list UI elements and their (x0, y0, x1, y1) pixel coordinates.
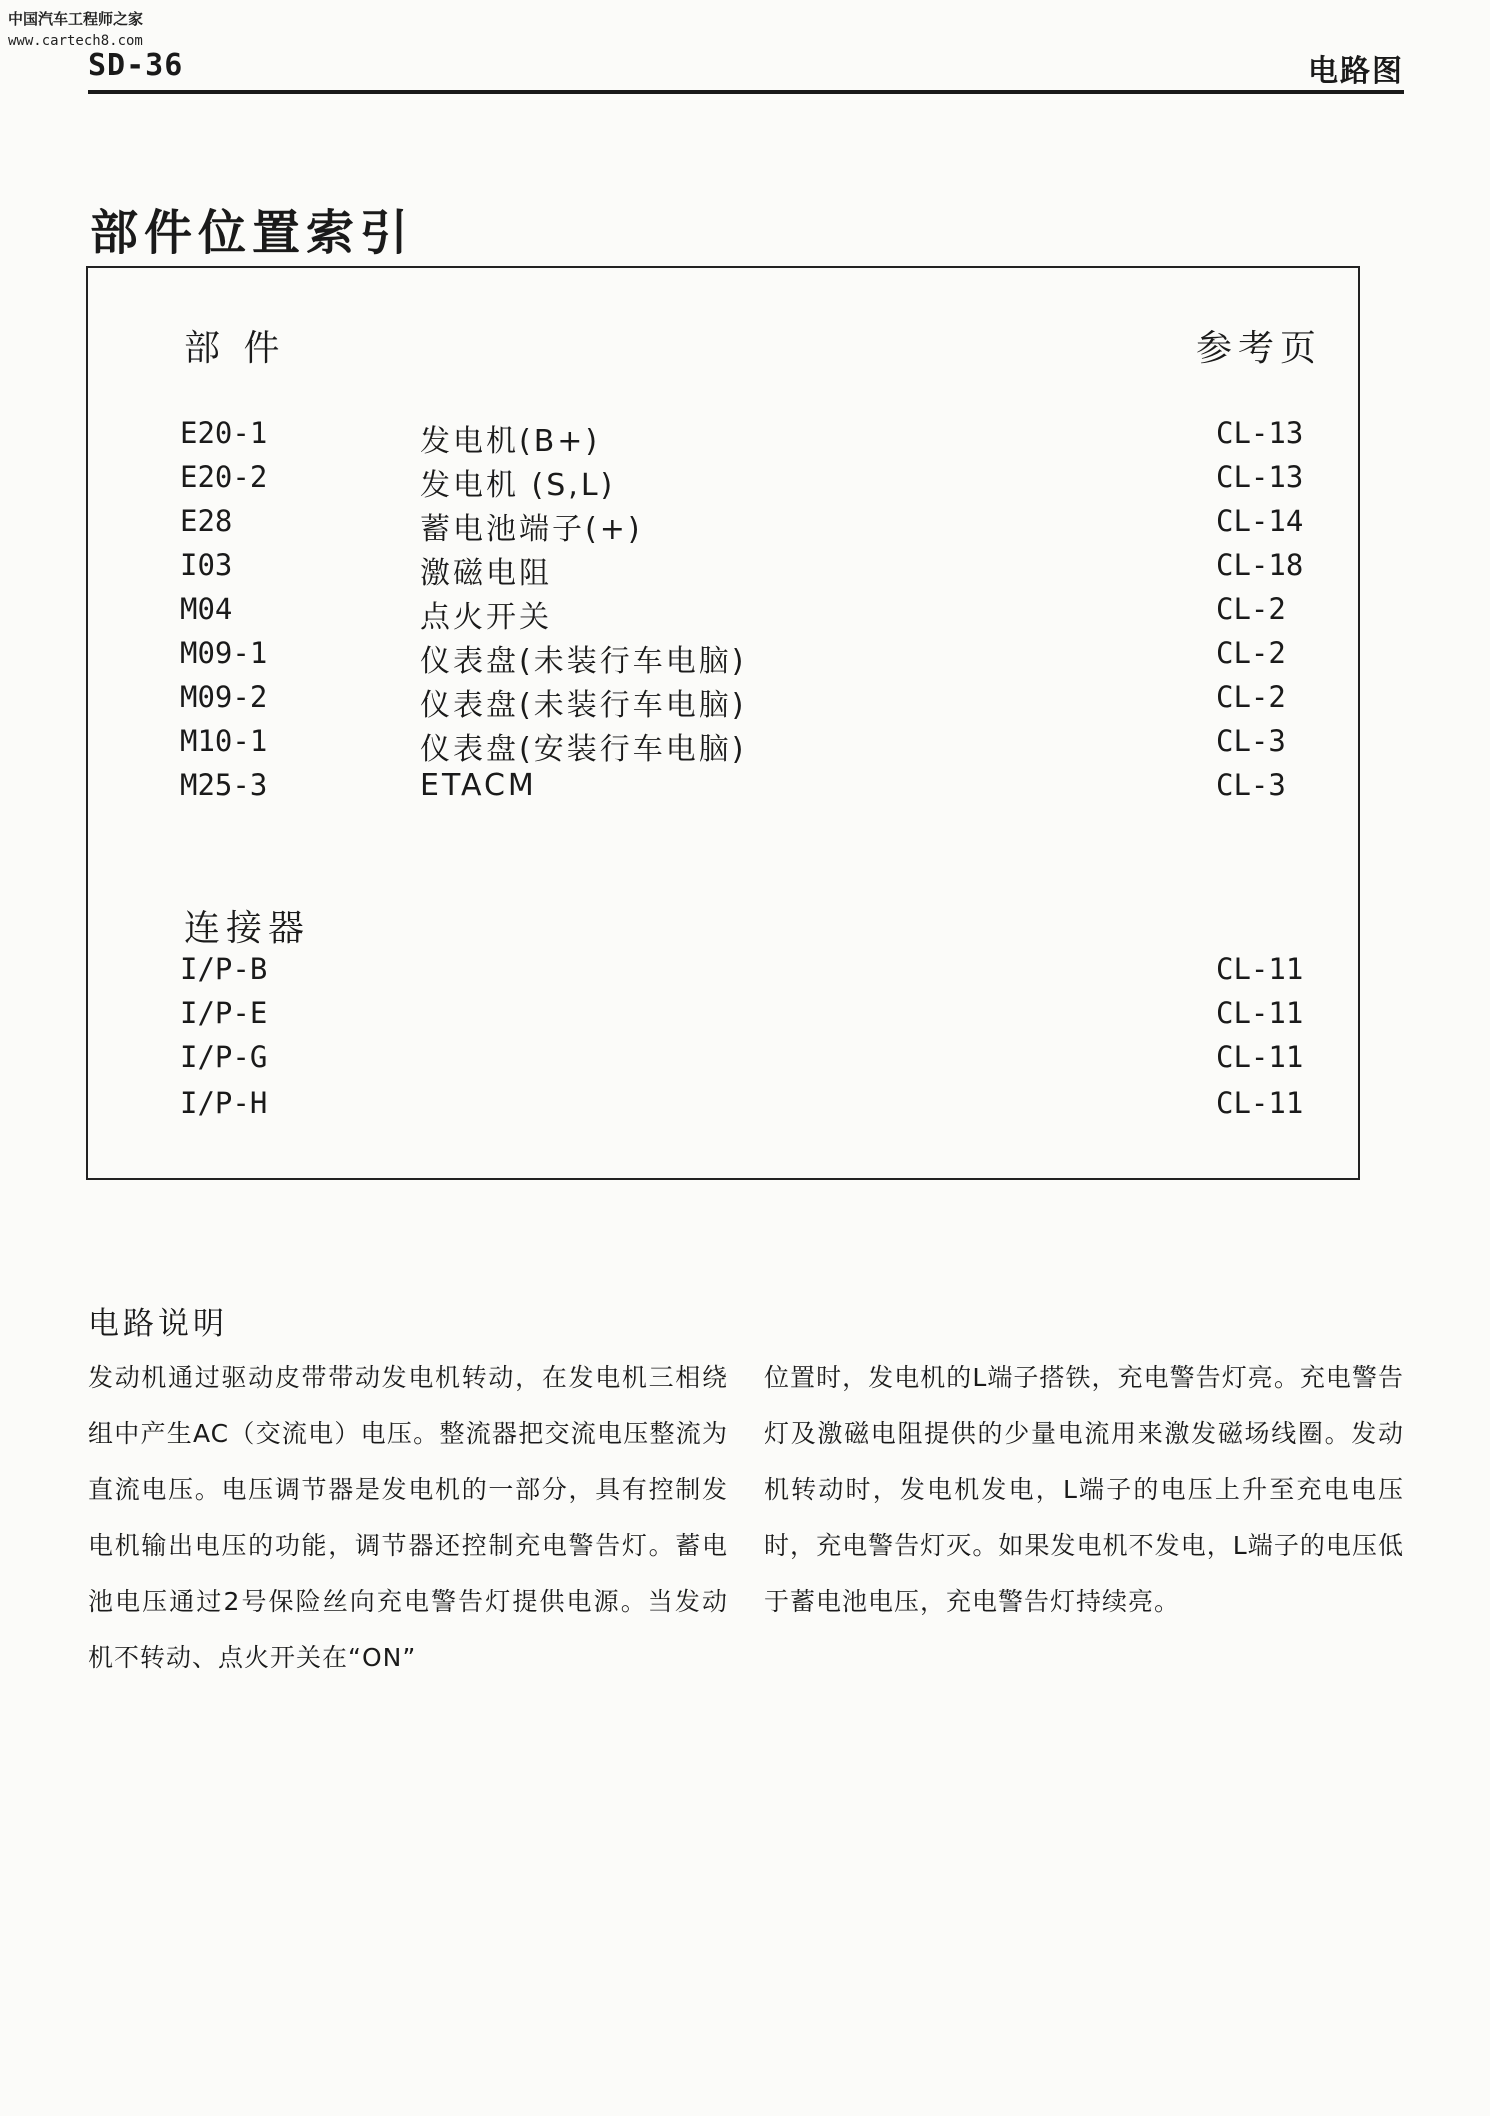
section-name: 电路图 (1308, 54, 1404, 89)
circuit-description-heading: 电路说明 (88, 1306, 228, 1342)
component-row (88, 416, 1358, 459)
page-header (88, 46, 1404, 94)
connector-ref-page: CL-11 (1216, 1040, 1304, 1074)
circuit-description-left: 发动机通过驱动皮带带动发电机转动，在发电机三相绕组中产生AC（交流电）电压。整流器把交流电压整流为直流电压。电压调节器是发电机的一部分，具有控制发电机输出电压的功能，调节器还控制充电警告灯。蓄电池电压通过2号保险丝向充电警告灯提供电源。当发动机不转动、点火开关在“ON” (88, 1363, 728, 1672)
component-code: E20-1 (180, 416, 268, 450)
page-title: 部件位置索引 (90, 205, 415, 261)
component-row (88, 768, 1358, 808)
connector-ref-page: CL-11 (1216, 1086, 1304, 1120)
connector-row (88, 952, 1358, 992)
connector-code: I/P-E (180, 996, 268, 1030)
component-ref-page: CL-14 (1216, 504, 1304, 538)
component-name: 点火开关 (420, 600, 552, 635)
connector-row (88, 1086, 1358, 1126)
connector-ref-page: CL-11 (1216, 996, 1304, 1030)
component-name: 发电机(B+) (420, 424, 601, 459)
component-ref-page: CL-3 (1216, 724, 1286, 758)
connector-code: I/P-B (180, 952, 268, 986)
component-name: 发电机 (S,L) (420, 468, 616, 503)
component-ref-page: CL-2 (1216, 680, 1286, 714)
component-ref-page: CL-2 (1216, 636, 1286, 670)
component-ref-page: CL-18 (1216, 548, 1304, 582)
component-code: M09-1 (180, 636, 268, 670)
components-heading: 部 件 (184, 328, 286, 369)
component-row (88, 592, 1358, 635)
watermark-site-name: 中国汽车工程师之家 (8, 10, 144, 28)
component-row (88, 724, 1358, 767)
connector-row (88, 1040, 1358, 1080)
component-name: ETACM (420, 768, 537, 803)
component-ref-page: CL-13 (1216, 416, 1304, 450)
component-name: 激磁电阻 (420, 556, 552, 591)
component-code: M10-1 (180, 724, 268, 758)
circuit-description-right: 位置时，发电机的L端子搭铁，充电警告灯亮。充电警告灯及激磁电阻提供的少量电流用来激发磁场线圈。发动机转动时，发电机发电，L端子的电压上升至充电电压时，充电警告灯灭。如果发电机不发电，L端子的电压低于蓄电池电压，充电警告灯持续亮。 (764, 1363, 1404, 1616)
ref-page-heading: 参考页 (1196, 328, 1323, 369)
component-row (88, 460, 1358, 503)
component-name: 仪表盘(未装行车电脑) (420, 644, 747, 679)
component-name: 仪表盘(未装行车电脑) (420, 688, 747, 723)
component-name: 仪表盘(安装行车电脑) (420, 732, 747, 767)
component-row (88, 680, 1358, 723)
component-code: M04 (180, 592, 233, 626)
component-ref-page: CL-3 (1216, 768, 1286, 802)
connector-ref-page: CL-11 (1216, 952, 1304, 986)
component-code: M09-2 (180, 680, 268, 714)
connector-code: I/P-H (180, 1086, 268, 1120)
component-code: E20-2 (180, 460, 268, 494)
component-index-box (86, 266, 1360, 1180)
component-row (88, 504, 1358, 547)
connectors-heading: 连接器 (184, 908, 311, 949)
component-code: I03 (180, 548, 233, 582)
component-ref-page: CL-2 (1216, 592, 1286, 626)
component-code: E28 (180, 504, 233, 538)
connector-code: I/P-G (180, 1040, 268, 1074)
watermark-url: www.cartech8.com (8, 33, 143, 49)
component-name: 蓄电池端子(+) (420, 512, 643, 547)
component-code: M25-3 (180, 768, 268, 802)
component-ref-page: CL-13 (1216, 460, 1304, 494)
page-code: SD-36 (88, 48, 184, 83)
component-row (88, 636, 1358, 679)
component-row (88, 548, 1358, 591)
connector-row (88, 996, 1358, 1036)
